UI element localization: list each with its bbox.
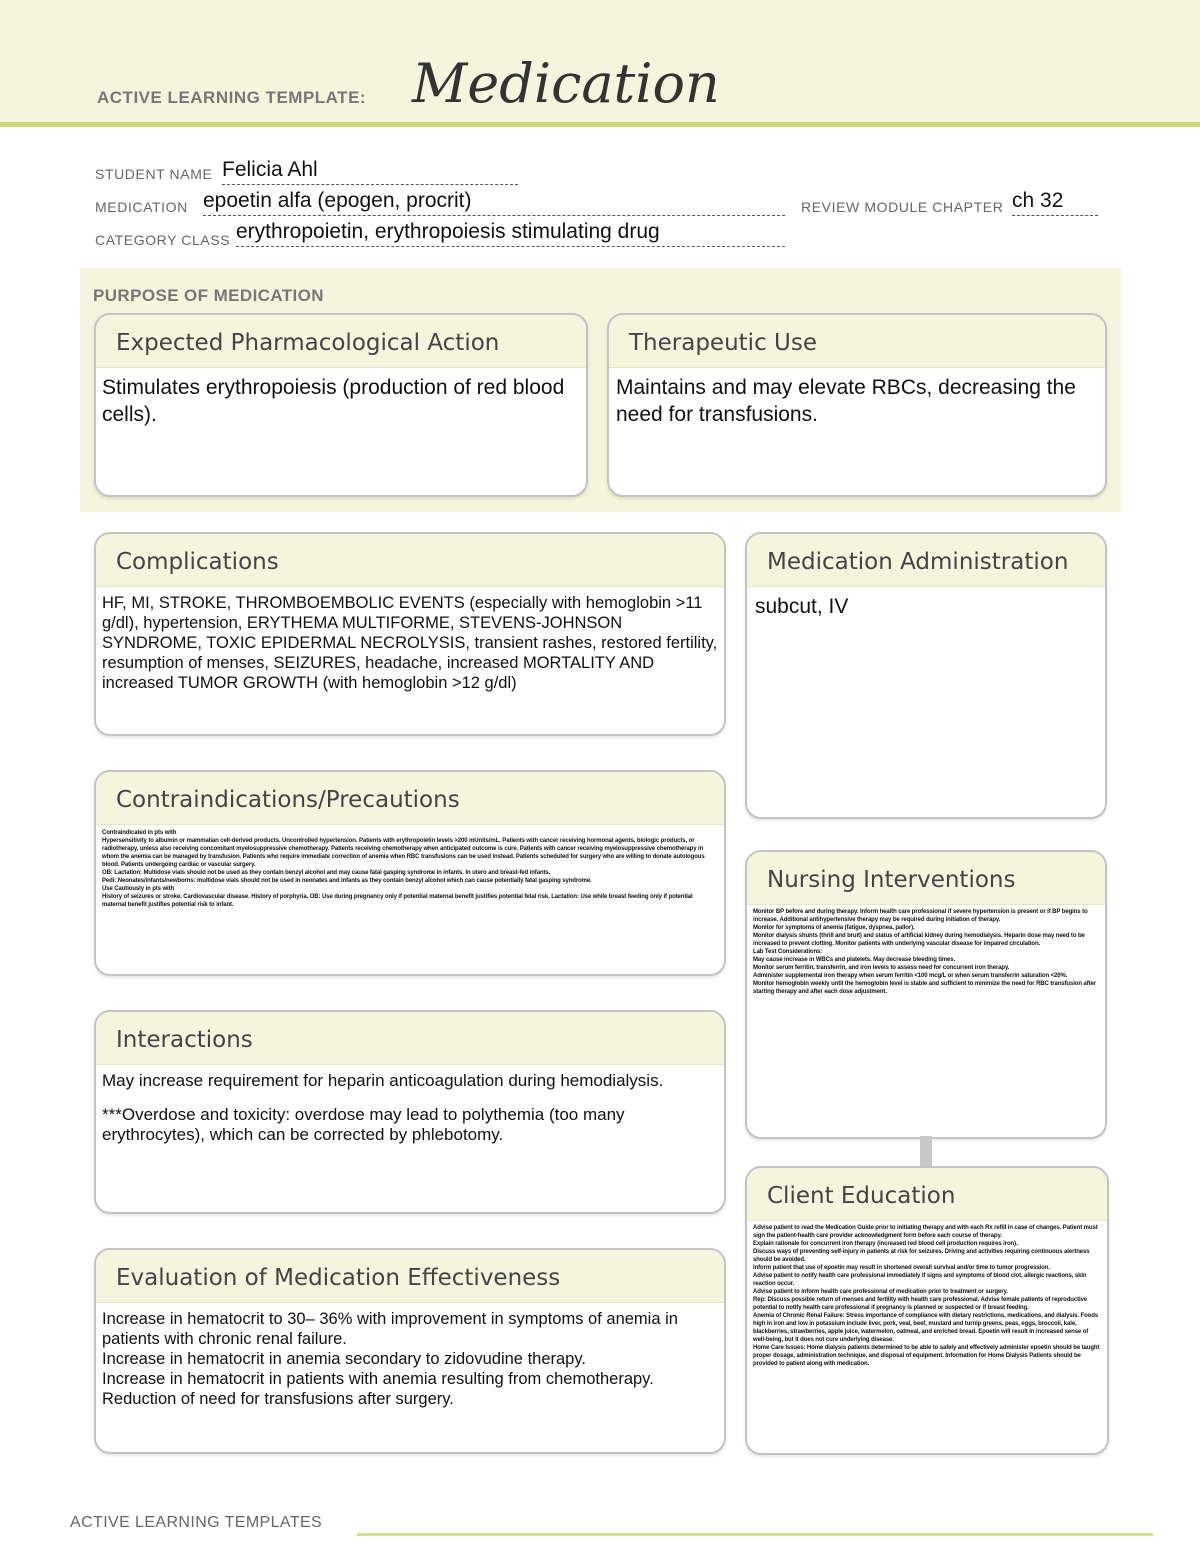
category-class-label: CATEGORY CLASS [95, 232, 231, 248]
client-education-paragraph: Explain rationale for concurrent iron therapy (increased red blood cell production requires iron). [753, 1241, 1018, 1247]
interactions-paragraph: ***Overdose and toxicity: overdose may lead to polythemia (too many erythrocytes), which can be corrected by phlebotomy. [102, 1105, 625, 1144]
nursing-interventions-text[interactable] [747, 905, 1105, 996]
student-name-field[interactable]: Felicia Ahl [222, 158, 518, 185]
complications-text[interactable]: HF, MI, STROKE, THROMBOEMBOLIC EVENTS (especially with hemoglobin >11 g/dl), hypertension, ERYTHEMA MULTIFORME, STEVENS-JOHNSON SYNDROME, TOXIC EPIDERMAL NECROLYSIS, transient rashes, restored fertility, resumption of menses, SEIZURES, headache, increased MORTALITY AND increased TUMOR GROWTH (with hemoglobin >12 g/dl) [102, 594, 718, 692]
client-education-paragraph: Advise patient to inform health care professional of medication prior to treatment or surgery. [753, 1289, 1008, 1295]
contraindications-paragraph: Hypersensitivity to albumin or mammalian cell-derived products. Uncontrolled hypertension. Patients with erythropoietin levels >200 mUnits/mL. Patients with cancer receiving hormonal agents, biologic products, or radiotherapy, unless also receiving concomitant myelosuppressive chemotherapy. Patients receiving chemotherapy when anticipated outcome is cure. Patients with cancer receiving myelosuppressive chemotherapy in whom the anemia can be managed by transfusion. Patients who require immediate correction of anemia when RBC transfusions can be used instead. Patients scheduled for surgery who are willing to donate autologous blood. Patients undergoing cardiac or vascular surgery. [102, 838, 705, 868]
purpose-label: PURPOSE OF MEDICATION [93, 286, 324, 305]
nursing-paragraph: Monitor for symptoms of anemia (fatigue, dyspnea, pallor). [753, 925, 915, 931]
complications-title: Complications [96, 534, 724, 587]
complications-card [94, 532, 726, 736]
nursing-paragraph: Monitor serum ferritin, transferrin, and iron levels to assess need for concurrent iron therapy. [753, 965, 1010, 971]
contraindications-paragraph: OB: Lactation: Multidose vials should not be used as they contain benzyl alcohol and may cause fatal gasping syndrome in infants. In utero and breast-fed infants. [102, 870, 551, 876]
contraindications-paragraph: Contraindicated in pts with [102, 830, 177, 836]
interactions-text[interactable] [96, 1065, 724, 1145]
client-education-paragraph: Inform patient that use of epoetin may result in shortened overall survival and/or time to tumor progression. [753, 1265, 1050, 1271]
interactions-paragraph: May increase requirement for heparin anticoagulation during hemodialysis. [102, 1071, 664, 1090]
evaluation-line: Increase in hematocrit in anemia secondary to zidovudine therapy. [102, 1350, 586, 1368]
template-label: ACTIVE LEARNING TEMPLATE: [97, 88, 367, 107]
therapeutic-use-title: Therapeutic Use [609, 315, 1105, 368]
contraindications-paragraph: History of seizures or stroke. Cardiovascular disease. History of porphyria. OB: Use during pregnancy only if potential maternal benefit justifies potential fetal risk. Lactation: Use while breast feeding only if potential maternal benefit justifies potential risk to infant. [102, 894, 693, 908]
evaluation-line: Increase in hematocrit to 30– 36% with improvement in symptoms of anemia in patients with chronic renal failure. [102, 1310, 678, 1348]
administration-title: Medication Administration [747, 534, 1105, 587]
client-education-card [745, 1166, 1109, 1455]
interactions-card [94, 1010, 726, 1214]
therapeutic-use-text[interactable]: Maintains and may elevate RBCs, decreasing the need for transfusions. [616, 376, 1076, 426]
review-module-field[interactable]: ch 32 [1012, 189, 1098, 216]
expected-action-card [94, 313, 588, 497]
nursing-paragraph: Monitor dialysis shunts (thrill and bruit) and status of artificial kidney during hemodialysis. Heparin dose may need to be increased to prevent clotting. Monitor patients with underlying vascular disease for impaired circulation. [753, 933, 1085, 947]
evaluation-line: Increase in hematocrit in patients with anemia resulting from chemotherapy. [102, 1370, 654, 1388]
nursing-paragraph: Administer supplemental iron therapy when serum ferritin <100 mcg/L or when serum transferrin saturation <20%. [753, 973, 1068, 979]
nursing-paragraph: Monitor BP before and during therapy. Inform health care professional if severe hypertension is present or if BP begins to increase. Additional antihypertensive therapy may be required during initiation of therapy. [753, 909, 1088, 923]
client-education-paragraph: Advise patient to read the Medication Guide prior to initiating therapy and with each Rx refill in case of changes. Patient must sign the patient-health care provider acknowledgment form before each course of therapy. [753, 1225, 1098, 1239]
evaluation-title: Evaluation of Medication Effectiveness [96, 1250, 724, 1303]
interactions-title: Interactions [96, 1012, 724, 1065]
client-education-paragraph: Discuss ways of preventing self-injury in patients at risk for seizures. Driving and activities requiring continuous alertness should be avoided. [753, 1249, 1090, 1263]
evaluation-line: Reduction of need for transfusions after surgery. [102, 1390, 454, 1408]
nursing-paragraph: Lab Test Considerations: [753, 949, 823, 955]
administration-text[interactable]: subcut, IV [755, 595, 849, 618]
footer-label: ACTIVE LEARNING TEMPLATES [70, 1514, 323, 1531]
evaluation-card [94, 1248, 726, 1454]
administration-card [745, 532, 1107, 819]
evaluation-text[interactable] [96, 1303, 724, 1409]
nursing-interventions-title: Nursing Interventions [747, 852, 1105, 905]
client-education-paragraph: Anemia of Chronic Renal Failure: Stress importance of compliance with dietary restrictions, medications, and dialysis. Foods high in iron and low in potassium include liver, pork, veal, beef, mustard and turnip greens, peas, eggs, broccoli, kale, blackberries, strawberries, apple juice, watermelon, oatmeal, and enriched bread. Epoetin will result in increased sense of well-being, but it does not cure underlying disease. [753, 1313, 1099, 1343]
client-education-title: Client Education [747, 1168, 1107, 1221]
client-education-paragraph: Home Care Issues: Home dialysis patients determined to be able to safely and effectively administer epoetin should be taught proper dosage, administration technique, and disposal of equipment. Information for Home Dialysis Patients should be provided to patient along with medication. [753, 1345, 1100, 1367]
expected-action-text[interactable]: Stimulates erythropoiesis (production of red blood cells). [102, 376, 565, 426]
header-rule [0, 122, 1200, 127]
contraindications-paragraph: Use Cautiously in pts with [102, 886, 175, 892]
contraindications-paragraph: Pedi: Neonates/infants/newborns: multidose vials should not be used in neonates and infants as they contain benzyl alcohol which can cause potentially fatal gasping syndrome. [102, 878, 592, 884]
category-class-field[interactable]: erythropoietin, erythropoiesis stimulating drug [236, 220, 785, 247]
template-title: Medication [412, 52, 720, 115]
client-education-paragraph: Advise patient to notify health care professional immediately if signs and symptoms of blood clot, allergic reactions, skin reaction occur. [753, 1273, 1087, 1287]
contraindications-text[interactable] [96, 825, 724, 909]
client-education-paragraph: Rep: Discuss possible return of menses and fertility with health care professional. Advise female patients of reproductive potential to notify health care professional if pregnancy is planned or suspected or if breast feeding. [753, 1297, 1088, 1311]
card-connector [920, 1136, 932, 1166]
nursing-paragraph: May cause increase in WBCs and platelets. May decrease bleeding times. [753, 957, 956, 963]
therapeutic-use-card [607, 313, 1107, 497]
nursing-paragraph: Monitor hemoglobin weekly until the hemoglobin level is stable and sufficient to minimize the need for RBC transfusion after starting therapy and after each dose adjustment. [753, 981, 1096, 995]
expected-action-title: Expected Pharmacological Action [96, 315, 586, 368]
nursing-interventions-card [745, 850, 1107, 1139]
footer-rule [357, 1533, 1153, 1536]
student-name-label: STUDENT NAME [95, 166, 213, 182]
client-education-text[interactable] [747, 1221, 1107, 1368]
medication-field[interactable]: epoetin alfa (epogen, procrit) [203, 189, 785, 216]
contraindications-title: Contraindications/Precautions [96, 772, 724, 825]
medication-label: MEDICATION [95, 199, 188, 215]
contraindications-card [94, 770, 726, 976]
review-module-label: REVIEW MODULE CHAPTER [801, 199, 1004, 215]
